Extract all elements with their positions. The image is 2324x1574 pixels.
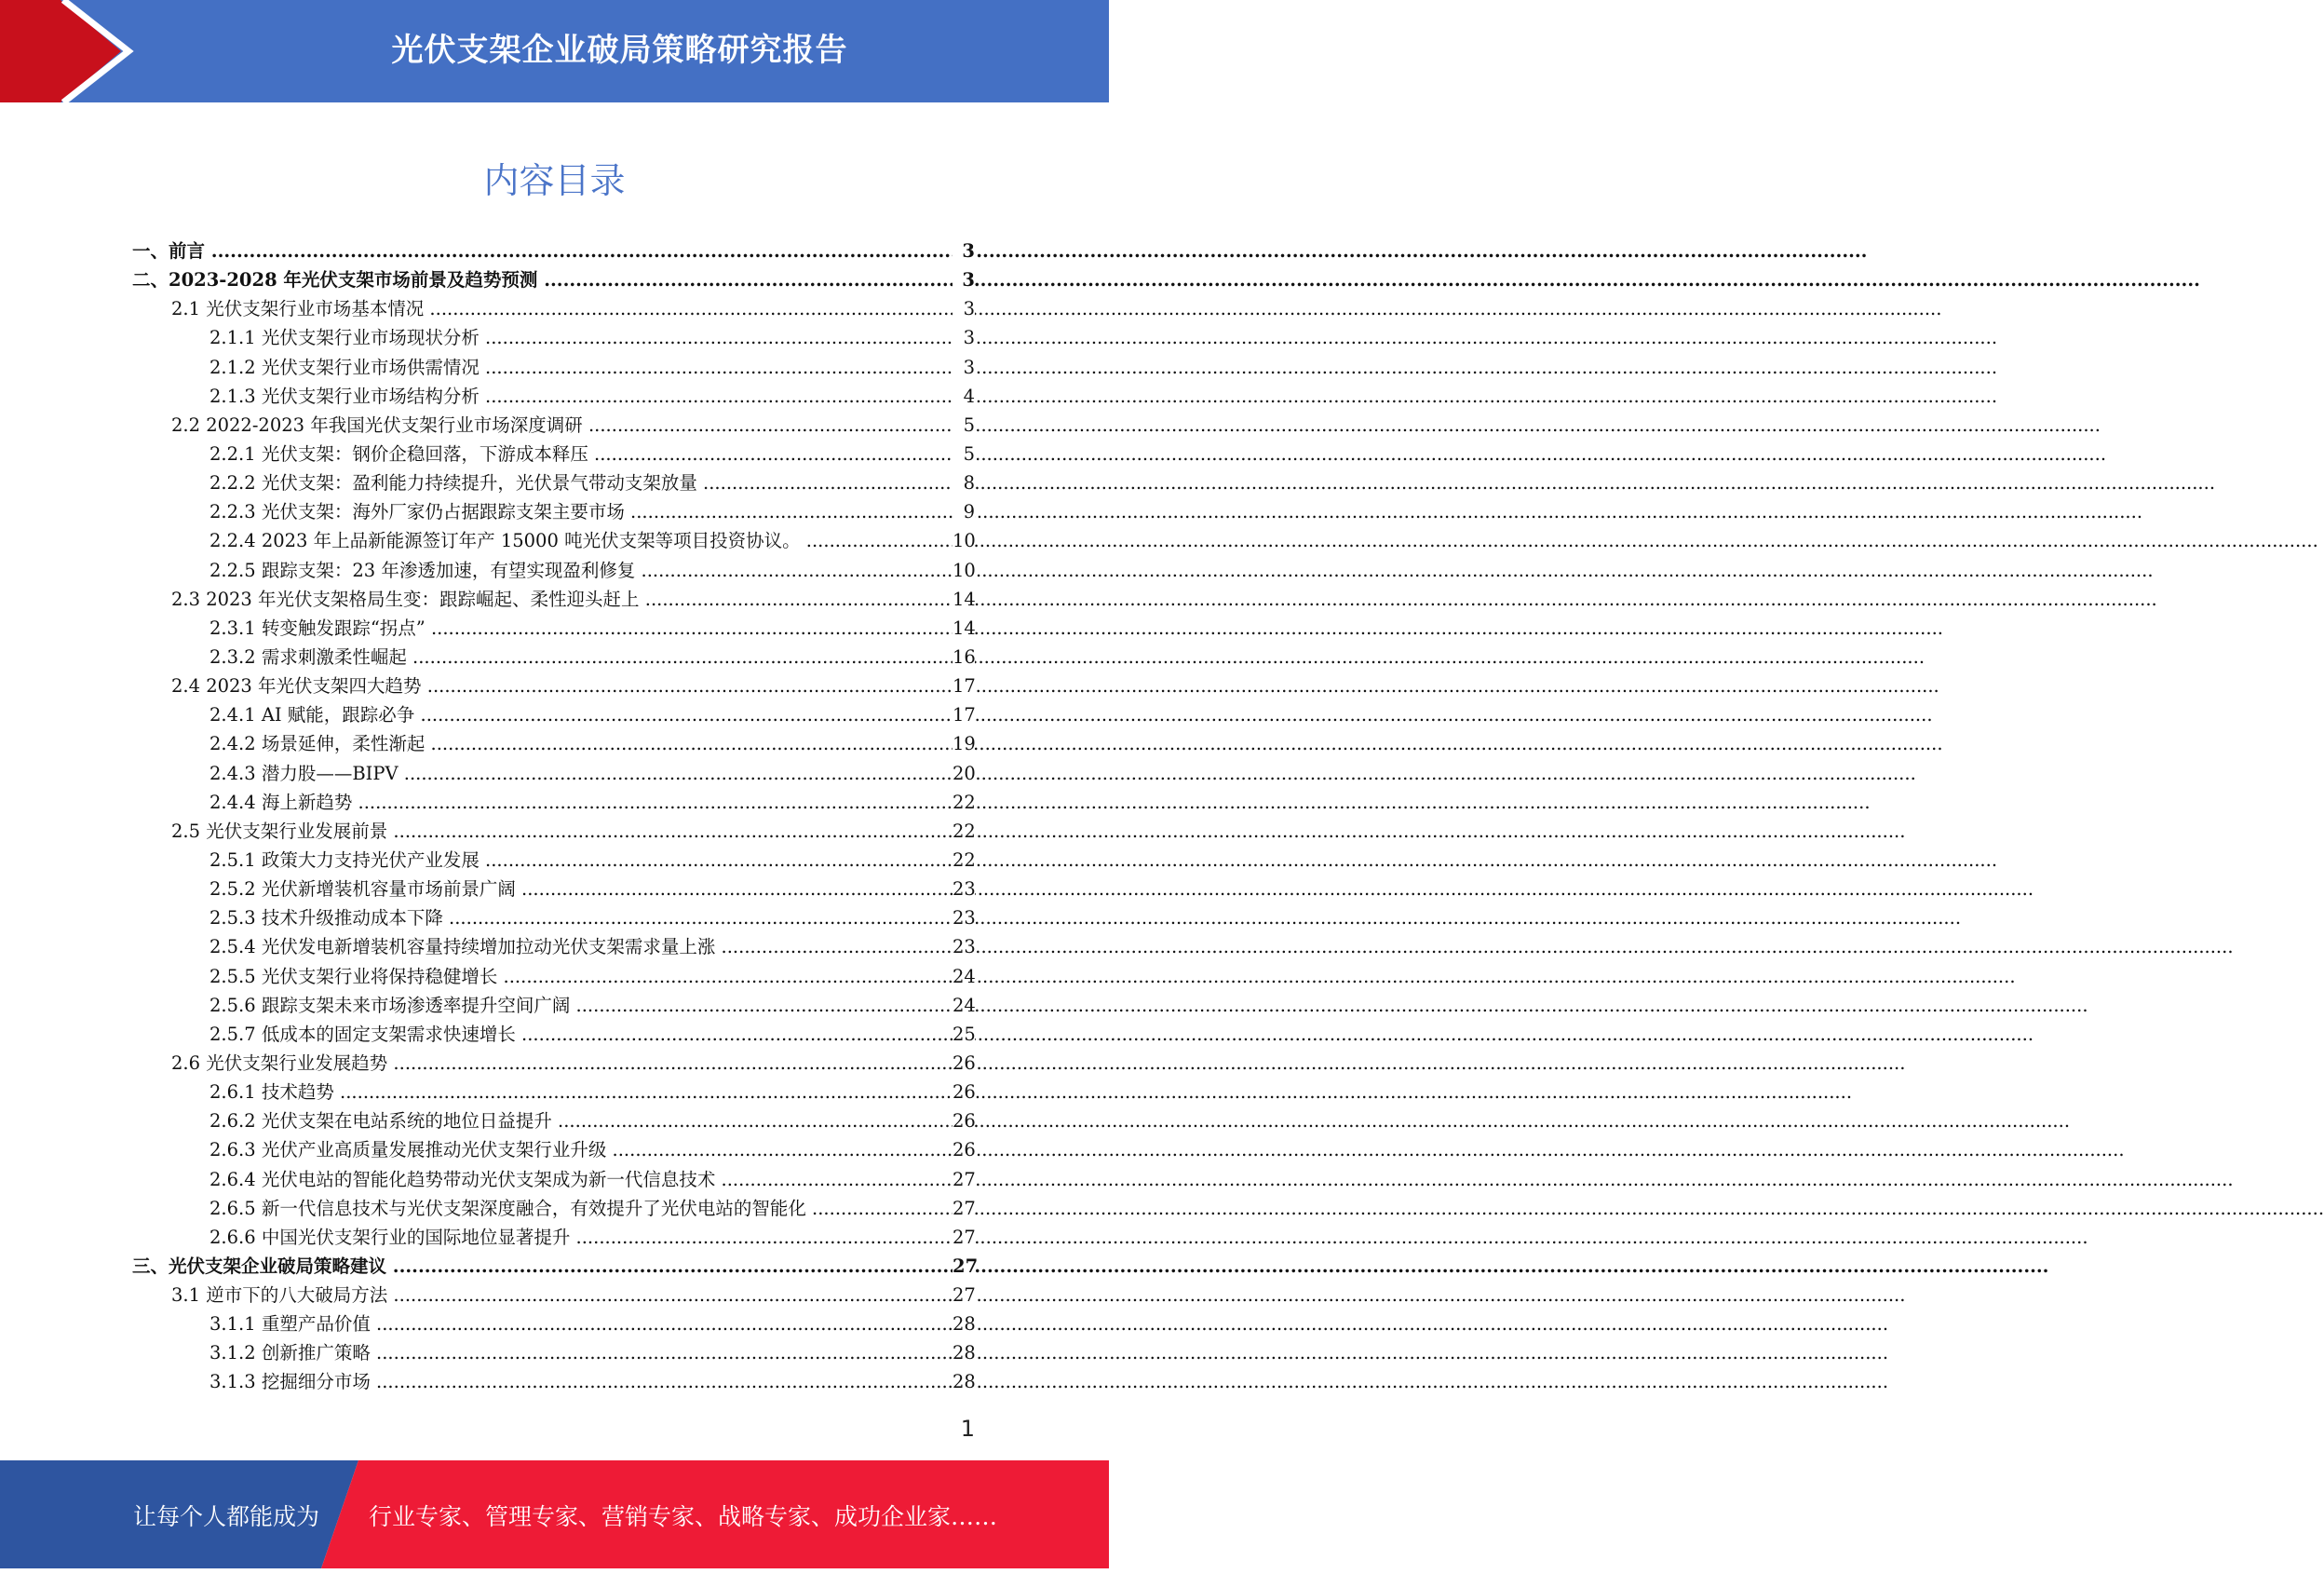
- toc-entry-page: 26: [953, 1135, 975, 1164]
- footer-banner: [0, 1460, 1109, 1568]
- toc-entry-page: 19: [953, 729, 975, 758]
- toc-entry-title: 2.4.2 场景延伸，柔性渐起 .....: [132, 729, 953, 758]
- toc-entry[interactable]: [132, 556, 975, 585]
- toc-entry[interactable]: [132, 1135, 975, 1164]
- toc-entry-page: 23: [953, 875, 975, 903]
- toc-entry[interactable]: [132, 875, 975, 903]
- toc-entry-title: 2.4.4 海上新趋势 .....: [132, 788, 953, 817]
- table-of-contents: [132, 237, 979, 1397]
- toc-entry-title: 2.4.1 AI 赋能，跟踪必争 .....: [132, 700, 953, 729]
- toc-entry[interactable]: [132, 932, 975, 961]
- toc-entry[interactable]: [132, 1049, 975, 1078]
- toc-entry-page: 22: [953, 788, 975, 817]
- toc-entry[interactable]: [132, 382, 975, 411]
- toc-entry-title: 2.5.2 光伏新增装机容量市场前景广阔 .....: [132, 875, 953, 903]
- toc-entry-page: 27: [953, 1165, 975, 1194]
- toc-entry-title: 2.5.5 光伏支架行业将保持稳健增长 .....: [132, 962, 953, 991]
- toc-entry-page: 22: [953, 817, 975, 846]
- toc-entry[interactable]: [132, 497, 975, 526]
- toc-entry-page: 3: [953, 294, 975, 323]
- toc-entry-title: 2.6.1 技术趋势 .....: [132, 1078, 953, 1106]
- toc-entry[interactable]: [132, 353, 975, 382]
- toc-entry-page: 16: [953, 643, 975, 672]
- toc-entry[interactable]: [132, 468, 975, 497]
- toc-entry-page: 3: [953, 353, 975, 382]
- toc-entry-title: 2.2 2022-2023 年我国光伏支架行业市场深度调研 .....: [132, 411, 953, 440]
- toc-entry-title: 2.6 光伏支架行业发展趋势 .....: [132, 1049, 953, 1078]
- toc-entry[interactable]: [132, 846, 975, 875]
- toc-entry-page: 17: [953, 700, 975, 729]
- toc-entry-page: 24: [953, 991, 975, 1020]
- toc-entry[interactable]: [132, 1281, 975, 1309]
- toc-entry-title: 2.5.1 政策大力支持光伏产业发展 .....: [132, 846, 953, 875]
- toc-entry-title: 2.6.4 光伏电站的智能化趋势带动光伏支架成为新一代信息技术 .....: [132, 1165, 953, 1194]
- toc-entry-title: 3.1.2 创新推广策略 .....: [132, 1338, 953, 1367]
- toc-entry-page: 9: [953, 497, 975, 526]
- toc-entry-page: 24: [953, 962, 975, 991]
- toc-entry[interactable]: [132, 1367, 975, 1396]
- toc-entry-page: 10: [953, 556, 975, 585]
- toc-entry[interactable]: [132, 672, 975, 700]
- toc-entry[interactable]: [132, 1194, 975, 1223]
- toc-entry[interactable]: [132, 1223, 975, 1252]
- toc-entry-page: 14: [953, 585, 975, 614]
- footer-slogan-left: 让每个人都能成为: [133, 1503, 320, 1530]
- toc-entry[interactable]: [132, 700, 975, 729]
- toc-entry-title: 2.4 2023 年光伏支架四大趋势 .....: [132, 672, 953, 700]
- toc-entry-title: 2.2.2 光伏支架：盈利能力持续提升，光伏景气带动支架放量 .....: [132, 468, 953, 497]
- toc-entry[interactable]: [132, 962, 975, 991]
- toc-entry-title: 一、前言 .....: [132, 237, 953, 265]
- toc-entry-title: 2.1 光伏支架行业市场基本情况 .....: [132, 294, 953, 323]
- toc-entry-title: 2.3.1 转变触发跟踪“拐点” .....: [132, 614, 953, 643]
- toc-entry-title: 3.1.1 重塑产品价值 .....: [132, 1309, 953, 1338]
- toc-entry[interactable]: [132, 1020, 975, 1049]
- toc-entry[interactable]: [132, 1309, 975, 1338]
- toc-entry-title: 3.1 逆市下的八大破局方法 .....: [132, 1281, 953, 1309]
- toc-entry-title: 2.1.3 光伏支架行业市场结构分析 .....: [132, 382, 953, 411]
- toc-entry-title: 2.5.7 低成本的固定支架需求快速增长 .....: [132, 1020, 953, 1049]
- toc-entry-title: 三、光伏支架企业破局策略建议 .....: [132, 1252, 953, 1281]
- toc-entry-page: 28: [953, 1338, 975, 1367]
- toc-entry[interactable]: [132, 294, 975, 323]
- toc-entry[interactable]: [132, 440, 975, 468]
- toc-entry[interactable]: [132, 991, 975, 1020]
- toc-entry-title: 2.6.2 光伏支架在电站系统的地位日益提升 .....: [132, 1106, 953, 1135]
- toc-entry-page: 3: [953, 265, 975, 294]
- toc-entry-title: 2.3 2023 年光伏支架格局生变：跟踪崛起、柔性迎头赶上 .....: [132, 585, 953, 614]
- toc-entry[interactable]: [132, 237, 975, 265]
- toc-entry-title: 2.6.3 光伏产业高质量发展推动光伏支架行业升级 .....: [132, 1135, 953, 1164]
- toc-entry-page: 27: [953, 1194, 975, 1223]
- toc-entry-title: 2.5.3 技术升级推动成本下降 .....: [132, 903, 953, 932]
- toc-entry-page: 22: [953, 846, 975, 875]
- toc-entry-title: 2.5.4 光伏发电新增装机容量持续增加拉动光伏支架需求量上涨 .....: [132, 932, 953, 961]
- toc-entry-title: 2.1.1 光伏支架行业市场现状分析 .....: [132, 323, 953, 352]
- toc-entry-title: 3.1.3 挖掘细分市场 .....: [132, 1367, 953, 1396]
- toc-entry-title: 2.6.6 中国光伏支架行业的国际地位显著提升 .....: [132, 1223, 953, 1252]
- toc-entry[interactable]: [132, 526, 975, 555]
- toc-entry-page: 27: [953, 1252, 975, 1281]
- toc-entry-page: 23: [953, 903, 975, 932]
- toc-entry-title: 2.1.2 光伏支架行业市场供需情况 .....: [132, 353, 953, 382]
- toc-entry-page: 26: [953, 1049, 975, 1078]
- toc-entry-title: 二、2023-2028 年光伏支架市场前景及趋势预测 .....: [132, 265, 953, 294]
- page-number: 1: [960, 1416, 975, 1442]
- toc-entry[interactable]: [132, 1165, 975, 1194]
- toc-entry-title: 2.2.3 光伏支架：海外厂家仍占据跟踪支架主要市场 .....: [132, 497, 953, 526]
- toc-entry-title: 2.2.1 光伏支架：钢价企稳回落，下游成本释压 .....: [132, 440, 953, 468]
- toc-entry[interactable]: [132, 643, 975, 672]
- toc-entry-title: 2.5.6 跟踪支架未来市场渗透率提升空间广阔 .....: [132, 991, 953, 1020]
- toc-entry-page: 4: [953, 382, 975, 411]
- toc-entry-page: 27: [953, 1223, 975, 1252]
- toc-entry-title: 2.5 光伏支架行业发展前景 .....: [132, 817, 953, 846]
- toc-entry[interactable]: [132, 411, 975, 440]
- toc-entry-page: 5: [953, 411, 975, 440]
- toc-entry[interactable]: [132, 1338, 975, 1367]
- toc-entry[interactable]: [132, 585, 975, 614]
- toc-entry-page: 5: [953, 440, 975, 468]
- toc-entry[interactable]: [132, 729, 975, 758]
- toc-entry[interactable]: [132, 614, 975, 643]
- toc-entry[interactable]: [132, 265, 975, 294]
- toc-entry-page: 28: [953, 1309, 975, 1338]
- toc-entry-page: 23: [953, 932, 975, 961]
- toc-entry-page: 26: [953, 1106, 975, 1135]
- header-banner: [0, 0, 1109, 102]
- toc-entry-page: 3: [953, 323, 975, 352]
- toc-entry[interactable]: [132, 323, 975, 352]
- toc-entry[interactable]: [132, 817, 975, 846]
- toc-entry-page: 28: [953, 1367, 975, 1396]
- toc-entry-page: 10: [953, 526, 975, 555]
- toc-entry-title: 2.4.3 潜力股——BIPV .....: [132, 759, 953, 788]
- toc-entry[interactable]: [132, 903, 975, 932]
- toc-entry-title: 2.6.5 新一代信息技术与光伏支架深度融合，有效提升了光伏电站的智能化 .....: [132, 1194, 953, 1223]
- toc-entry[interactable]: [132, 759, 975, 788]
- toc-entry-title: 2.2.4 2023 年上品新能源签订年产 15000 吨光伏支架等项目投资协议。 .....: [132, 526, 953, 555]
- toc-entry[interactable]: [132, 1252, 979, 1281]
- toc-entry[interactable]: [132, 1078, 975, 1106]
- toc-entry[interactable]: [132, 1106, 975, 1135]
- toc-entry-page: 25: [953, 1020, 975, 1049]
- toc-entry[interactable]: [132, 788, 975, 817]
- toc-entry-page: 20: [953, 759, 975, 788]
- toc-entry-page: 3: [953, 237, 975, 265]
- report-title: 光伏支架企业破局策略研究报告: [391, 32, 848, 69]
- toc-entry-title: 2.2.5 跟踪支架：23 年渗透加速，有望实现盈利修复 .....: [132, 556, 953, 585]
- toc-entry-page: 27: [953, 1281, 975, 1309]
- toc-entry-title: 2.3.2 需求刺激柔性崛起 .....: [132, 643, 953, 672]
- toc-entry-page: 26: [953, 1078, 975, 1106]
- toc-entry-page: 8: [953, 468, 975, 497]
- footer-slogan-right: 行业专家、管理专家、营销专家、战略专家、成功企业家……: [369, 1503, 998, 1530]
- red-arrow-decoration: [0, 0, 186, 102]
- toc-heading: 内容目录: [483, 160, 626, 201]
- toc-entry-page: 14: [953, 614, 975, 643]
- toc-entry-page: 17: [953, 672, 975, 700]
